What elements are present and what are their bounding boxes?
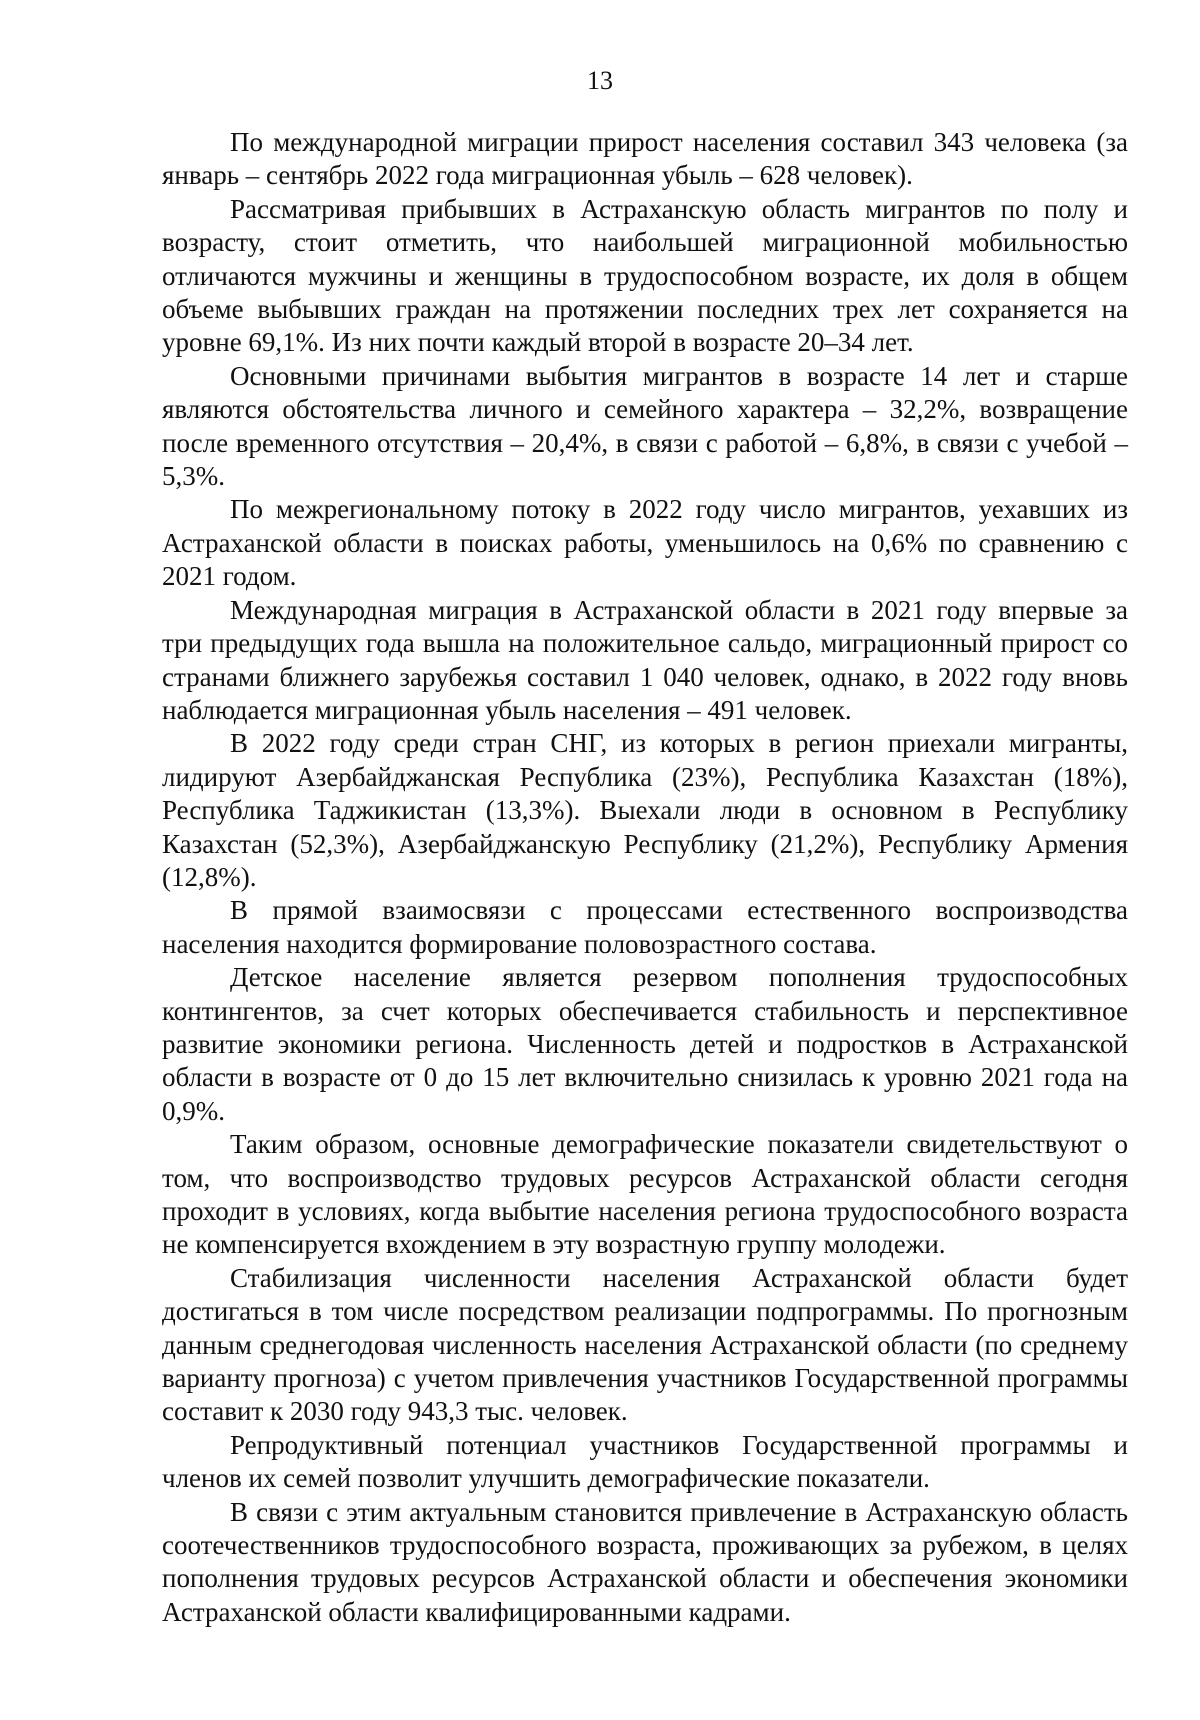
paragraph-cis-countries: В 2022 году среди стран СНГ, из которых в регион приехали мигранты, лидируют Азербайджанская Республика (23%), Республика Казахстан (18%), Республика Таджикистан (13,3%). Выехали люди в основном в Республику Казахстан (52,3%), Азербайджанскую Республику (21,2%), Республику Армения (12,8%). bbox=[162, 728, 1128, 892]
body-text bbox=[162, 126, 1128, 1629]
paragraph-stabilization-forecast: Стабилизация численности населения Астраханской области будет достигаться в том числе посредством реализации подпрограммы. По прогнозным данным среднегодовая численность населения Астраханской области (по среднему варианту прогноза) с учетом привлечения участников Государственной программы составит к 2030 году 943,3 тыс. человек. bbox=[162, 1262, 1128, 1427]
paragraph-child-population: Детское население является резервом пополнения трудоспособных контингентов, за счет которых обеспечивается стабильность и перспективное развитие экономики региона. Численность детей и подростков в Астраханской области в возрасте от 0 до 15 лет включительно снизилась к уровню 2021 года на 0,9%. bbox=[162, 962, 1128, 1126]
page-number: 13 bbox=[587, 66, 613, 95]
paragraph-departure-reasons: Основными причинами выбытия мигрантов в возрасте 14 лет и старше являются обстоятельства личного и семейного характера – 32,2%, возвращение после временного отсутствия – 20,4%, в связи с работой – 6,8%, в связи с учебой – 5,3%. bbox=[162, 360, 1128, 492]
paragraph-reproductive-potential: Репродуктивный потенциал участников Государственной программы и членов их семей позволит улучшить демографические показатели. bbox=[162, 1429, 1128, 1494]
paragraph-attracting-compatriots: В связи с этим актуальным становится привлечение в Астраханскую область соотечественников трудоспособного возраста, проживающих за рубежом, в целях пополнения трудовых ресурсов Астраханской области и обеспечения экономики Астраханской области квалифицированными кадрами. bbox=[162, 1496, 1128, 1627]
paragraph-international-migration: По международной миграции прирост населения составил 343 человека (за январь – сентябрь 2022 года миграционная убыль – 628 человек). bbox=[162, 127, 1128, 191]
paragraph-conclusion: Таким образом, основные демографические показатели свидетельствуют о том, что воспроизводство трудовых ресурсов Астраханской области сегодня проходит в условиях, когда выбытие населения региона трудоспособного возраста не компенсируется вхождением в эту возрастную группу молодежи. bbox=[162, 1129, 1128, 1260]
paragraph-migration-balance: Международная миграция в Астраханской области в 2021 году впервые за три предыдущих года вышла на положительное сальдо, миграционный прирост со странами ближнего зарубежья составил 1 040 человек, однако, в 2022 году вновь наблюдается миграционная убыль населения – 491 человек. bbox=[162, 594, 1128, 725]
paragraph-migrants-by-sex-age: Рассматривая прибывших в Астраханскую область мигрантов по полу и возрасту, стоит отметить, что наибольшей миграционной мобильностью отличаются мужчины и женщины в трудоспособном возрасте, их доля в общем объеме выбывших граждан на протяжении последних трех лет сохраняется на уровне 69,1%. Из них почти каждый второй в возрасте 20–34 лет. bbox=[162, 193, 1128, 358]
paragraph-interregional-flow: По межрегиональному потоку в 2022 году число мигрантов, уехавших из Астраханской области в поисках работы, уменьшилось на 0,6% по сравнению с 2021 годом. bbox=[162, 494, 1128, 592]
paragraph-age-sex-structure: В прямой взаимосвязи с процессами естественного воспроизводства населения находится формирование половозрастного состава. bbox=[162, 895, 1128, 959]
